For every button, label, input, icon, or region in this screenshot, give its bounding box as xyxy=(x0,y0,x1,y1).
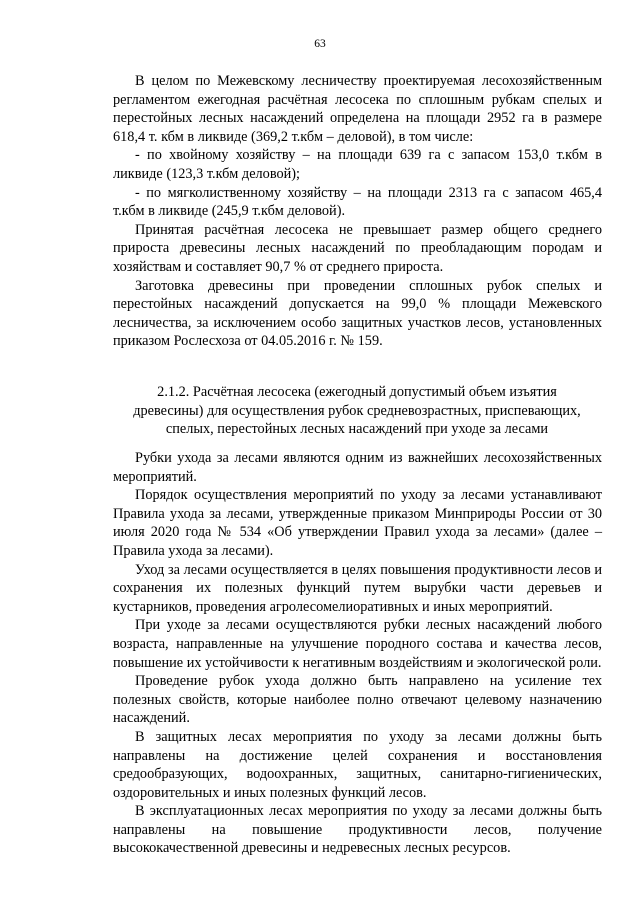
paragraph: Порядок осуществления мероприятий по уходу за лесами устанавливают Правила ухода за лесами, утвержденные приказом Минприроды России от 30 июля 2020 года № 534 «Об утверждении Правил ухода за лесами» (далее – Правила ухода за лесами). xyxy=(113,487,602,559)
paragraph: В эксплуатационных лесах мероприятия по уходу за лесами должны быть направлены на повышение продуктивности лесов, получение высококачественной древесины и недревесных лесных ресурсов. xyxy=(113,803,602,857)
paragraph: Заготовка древесины при проведении сплошных рубок спелых и перестойных насаждений допускается на 99,0 % площади Межевского лесничества, за исключением особо защитных участков лесов, установленных приказом Рослесхоза от 04.05.2016 г. № 159. xyxy=(113,277,602,350)
section-2-text xyxy=(113,449,602,858)
section-1-text xyxy=(113,72,602,351)
paragraph: При уходе за лесами осуществляются рубки лесных насаждений любого возраста, направленные на улучшение породного состава и качества лесов, повышение их устойчивости к негативным воздействиям и экологической роли. xyxy=(113,617,602,671)
section-heading xyxy=(118,383,596,439)
paragraph: Проведение рубок ухода должно быть направлено на усиление тех полезных свойств, которые наиболее полно отвечают целевому назначению насаждений. xyxy=(113,673,602,727)
page-number: 63 xyxy=(314,38,326,50)
heading-line: 2.1.2. Расчётная лесосека (ежегодный допустимый объем изъятия xyxy=(157,384,557,400)
paragraph: Уход за лесами осуществляется в целях повышения продуктивности лесов и сохранения их полезных функций путем вырубки части деревьев и кустарников, проведения агролесомелиоративных и иных мероприятий. xyxy=(113,561,602,615)
paragraph: В целом по Межевскому лесничеству проектируемая лесохозяйственным регламентом ежегодная расчётная лесосека по сплошным рубкам спелых и перестойных лесных насаждений определена на площади 2952 га в размере 618,4 т. кбм в ликвиде (369,2 т.кбм – деловой), в том числе: xyxy=(113,73,602,145)
list-item: - по мягколиственному хозяйству – на площади 2313 га с запасом 465,4 т.кбм в ликвиде (245,9 т.кбм деловой). xyxy=(113,184,602,220)
paragraph: Рубки ухода за лесами являются одним из важнейших лесохозяйственных мероприятий. xyxy=(113,450,602,485)
paragraph: Принятая расчётная лесосека не превышает размер общего среднего прироста древесины лесных насаждений по преобладающим породам и хозяйствам и составляет 90,7 % от среднего прироста. xyxy=(113,221,602,275)
heading-line: древесины) для осуществления рубок средневозрастных, приспевающих, xyxy=(133,402,581,419)
heading-line: спелых, перестойных лесных насаждений при уходе за лесами xyxy=(165,421,549,438)
paragraph: В защитных лесах мероприятия по уходу за лесами должны быть направлены на достижение целей сохранения и восстановления средообразующих, водоохранных, защитных, санитарно-гигиенических, оздоровительных и иных полезных функций лесов. xyxy=(113,728,602,801)
list-item: - по хвойному хозяйству – на площади 639 га с запасом 153,0 т.кбм в ликвиде (123,3 т.кбм деловой); xyxy=(113,147,602,182)
